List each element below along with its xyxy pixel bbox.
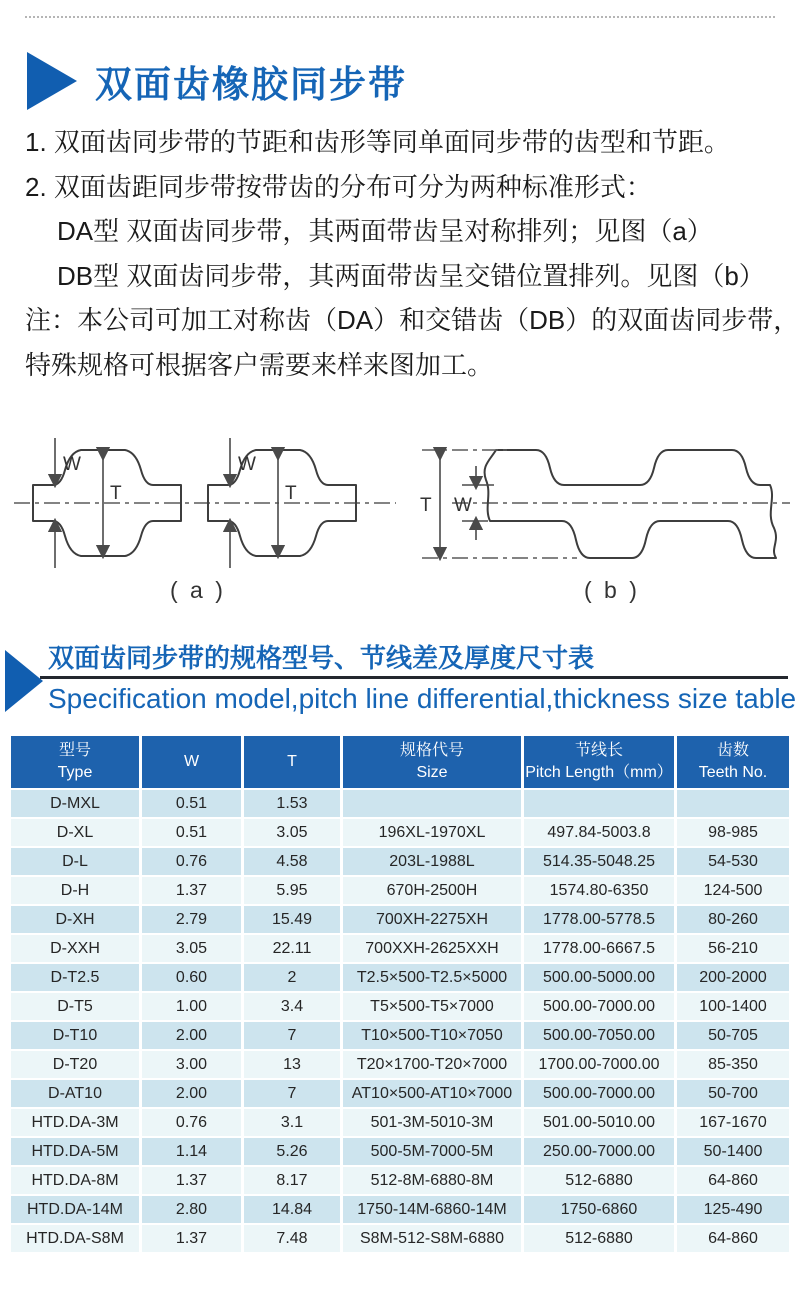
table-cell: 497.84-5003.8 xyxy=(524,819,674,846)
table-cell: HTD.DA-3M xyxy=(11,1109,139,1136)
table-cell: D-MXL xyxy=(11,790,139,817)
table-cell: 1750-6860 xyxy=(524,1196,674,1223)
table-cell: 3.1 xyxy=(244,1109,340,1136)
table-cell: 98-985 xyxy=(677,819,789,846)
table-cell: S8M-512-S8M-6880 xyxy=(343,1225,521,1252)
table-cell: 7 xyxy=(244,1022,340,1049)
table-cell: 1.00 xyxy=(142,993,241,1020)
table-row xyxy=(11,1225,789,1252)
table-cell: D-XH xyxy=(11,906,139,933)
table-cell: 250.00-7000.00 xyxy=(524,1138,674,1165)
dim-label-w: W xyxy=(454,495,472,516)
col-header-w: W xyxy=(142,736,241,788)
table-cell: 3.05 xyxy=(244,819,340,846)
table-cell: HTD.DA-S8M xyxy=(11,1225,139,1252)
table-cell: 50-700 xyxy=(677,1080,789,1107)
table-row xyxy=(11,1022,789,1049)
table-cell: D-T20 xyxy=(11,1051,139,1078)
table-cell: 1574.80-6350 xyxy=(524,877,674,904)
table-cell: 512-6880 xyxy=(524,1167,674,1194)
table-cell: 700XXH-2625XXH xyxy=(343,935,521,962)
table-cell: 56-210 xyxy=(677,935,789,962)
table-cell: D-XXH xyxy=(11,935,139,962)
table-cell: 501-3M-5010-3M xyxy=(343,1109,521,1136)
table-header-row xyxy=(11,736,789,788)
table-cell xyxy=(343,790,521,817)
table-cell: 14.84 xyxy=(244,1196,340,1223)
table-cell: D-H xyxy=(11,877,139,904)
table-cell: 0.60 xyxy=(142,964,241,991)
table-cell: 22.11 xyxy=(244,935,340,962)
intro-line-da: DA型 双面齿同步带，其两面带齿呈对称排列；见图（a） xyxy=(57,216,713,246)
table-cell: 7.48 xyxy=(244,1225,340,1252)
intro-note-line-1: 注：本公司可加工对称齿（DA）和交错齿（DB）的双面齿同步带， xyxy=(25,305,800,335)
table-cell: 1.14 xyxy=(142,1138,241,1165)
figure-b-caption: ( b ) xyxy=(584,577,640,603)
table-cell: 3.00 xyxy=(142,1051,241,1078)
table-cell: 167-1670 xyxy=(677,1109,789,1136)
table-cell: T2.5×500-T2.5×5000 xyxy=(343,964,521,991)
table-cell: 4.58 xyxy=(244,848,340,875)
table-cell: D-L xyxy=(11,848,139,875)
page-title: 双面齿橡胶同步带 xyxy=(95,64,407,105)
table-row xyxy=(11,935,789,962)
table-cell: 2.79 xyxy=(142,906,241,933)
table-row xyxy=(11,1109,789,1136)
col-header-pitch-length: 节线长 Pitch Length（mm） xyxy=(524,736,674,788)
table-cell: 500.00-5000.00 xyxy=(524,964,674,991)
col-header-t: T xyxy=(244,736,340,788)
arrow-right-icon xyxy=(27,52,77,110)
table-cell: 500.00-7050.00 xyxy=(524,1022,674,1049)
table-cell: 1778.00-5778.5 xyxy=(524,906,674,933)
table-row xyxy=(11,1167,789,1194)
table-row xyxy=(11,790,789,817)
dim-label-t: T xyxy=(110,483,122,504)
table-cell: 3.05 xyxy=(142,935,241,962)
table-cell: HTD.DA-5M xyxy=(11,1138,139,1165)
intro-line-2: 2. 双面齿距同步带按带齿的分布可分为两种标准形式： xyxy=(25,171,652,202)
table-cell xyxy=(524,790,674,817)
table-cell: 196XL-1970XL xyxy=(343,819,521,846)
table-cell: 700XH-2275XH xyxy=(343,906,521,933)
dim-label-w: W xyxy=(63,454,81,475)
table-cell: 0.76 xyxy=(142,1109,241,1136)
table-cell: 64-860 xyxy=(677,1225,789,1252)
table-row xyxy=(11,877,789,904)
dim-label-w: W xyxy=(238,454,256,475)
table-cell: 512-8M-6880-8M xyxy=(343,1167,521,1194)
table-row xyxy=(11,993,789,1020)
table-row xyxy=(11,906,789,933)
col-header-teeth-no: 齿数 Teeth No. xyxy=(677,736,789,788)
table-row xyxy=(11,848,789,875)
intro-line-db: DB型 双面齿同步带，其两面带齿呈交错位置排列。见图（b） xyxy=(57,260,765,291)
intro-paragraphs xyxy=(25,120,800,387)
table-cell: 514.35-5048.25 xyxy=(524,848,674,875)
table-cell: 100-1400 xyxy=(677,993,789,1020)
section-underline xyxy=(40,676,788,679)
table-cell: HTD.DA-8M xyxy=(11,1167,139,1194)
table-cell: T20×1700-T20×7000 xyxy=(343,1051,521,1078)
table-cell: 670H-2500H xyxy=(343,877,521,904)
table-cell: 1750-14M-6860-14M xyxy=(343,1196,521,1223)
table-cell: T5×500-T5×7000 xyxy=(343,993,521,1020)
section1-header xyxy=(27,52,407,110)
table-cell: 54-530 xyxy=(677,848,789,875)
table-cell: 1.53 xyxy=(244,790,340,817)
table-row xyxy=(11,964,789,991)
table-cell: 3.4 xyxy=(244,993,340,1020)
dim-label-t: T xyxy=(285,483,297,504)
table-cell: 2.80 xyxy=(142,1196,241,1223)
table-cell: 125-490 xyxy=(677,1196,789,1223)
table-cell: 1.37 xyxy=(142,1225,241,1252)
table-row xyxy=(11,1196,789,1223)
table-cell: 15.49 xyxy=(244,906,340,933)
table-cell: 0.51 xyxy=(142,819,241,846)
figure-b-staggered-teeth-diagram xyxy=(412,428,792,613)
table-cell: 80-260 xyxy=(677,906,789,933)
table-section-title-zh: 双面齿同步带的规格型号、节线差及厚度尺寸表 xyxy=(48,643,595,673)
table-cell: 501.00-5010.00 xyxy=(524,1109,674,1136)
table-cell: 124-500 xyxy=(677,877,789,904)
belt-cross-section-staggered xyxy=(485,450,776,558)
table-cell: 5.95 xyxy=(244,877,340,904)
table-cell: 2.00 xyxy=(142,1022,241,1049)
table-cell: AT10×500-AT10×7000 xyxy=(343,1080,521,1107)
table-cell: D-XL xyxy=(11,819,139,846)
table-cell: 1.37 xyxy=(142,877,241,904)
table-cell: 203L-1988L xyxy=(343,848,521,875)
table-row xyxy=(11,1138,789,1165)
table-cell: 50-1400 xyxy=(677,1138,789,1165)
table-cell: 0.51 xyxy=(142,790,241,817)
figure-a-caption: ( a ) xyxy=(170,577,226,603)
table-cell: 85-350 xyxy=(677,1051,789,1078)
col-header-size: 规格代号 Size xyxy=(343,736,521,788)
table-cell: 5.26 xyxy=(244,1138,340,1165)
arrow-right-icon xyxy=(5,650,43,712)
table-cell xyxy=(677,790,789,817)
col-header-type: 型号 Type xyxy=(11,736,139,788)
table-cell: 7 xyxy=(244,1080,340,1107)
dim-label-t: T xyxy=(420,495,432,516)
table-cell: 64-860 xyxy=(677,1167,789,1194)
table-cell: 2.00 xyxy=(142,1080,241,1107)
table-cell: 1778.00-6667.5 xyxy=(524,935,674,962)
table-cell: 0.76 xyxy=(142,848,241,875)
intro-line-1: 1. 双面齿同步带的节距和齿形等同单面同步带的齿型和节距。 xyxy=(25,127,730,157)
figure-a-symmetric-teeth-diagram xyxy=(8,428,403,613)
table-body xyxy=(11,790,789,1252)
table-cell: 500-5M-7000-5M xyxy=(343,1138,521,1165)
top-dotted-divider xyxy=(25,16,775,18)
table-cell: 200-2000 xyxy=(677,964,789,991)
intro-note-line-2: 特殊规格可根据客户需要来样来图加工。 xyxy=(25,349,494,380)
table-cell: 13 xyxy=(244,1051,340,1078)
table-cell: D-AT10 xyxy=(11,1080,139,1107)
table-cell: D-T2.5 xyxy=(11,964,139,991)
dimension-t xyxy=(420,450,577,558)
table-cell: D-T5 xyxy=(11,993,139,1020)
table-cell: HTD.DA-14M xyxy=(11,1196,139,1223)
table-row xyxy=(11,819,789,846)
table-cell: 8.17 xyxy=(244,1167,340,1194)
table-cell: 1700.00-7000.00 xyxy=(524,1051,674,1078)
table-row xyxy=(11,1080,789,1107)
table-cell: D-T10 xyxy=(11,1022,139,1049)
table-cell: 2 xyxy=(244,964,340,991)
specification-table xyxy=(8,734,792,1254)
table-section-title-en: Specification model,pitch line differential,thickness size table xyxy=(48,683,797,714)
table-row xyxy=(11,1051,789,1078)
table-cell: 50-705 xyxy=(677,1022,789,1049)
table-cell: 500.00-7000.00 xyxy=(524,1080,674,1107)
table-cell: 500.00-7000.00 xyxy=(524,993,674,1020)
table-cell: T10×500-T10×7050 xyxy=(343,1022,521,1049)
table-cell: 512-6880 xyxy=(524,1225,674,1252)
table-cell: 1.37 xyxy=(142,1167,241,1194)
